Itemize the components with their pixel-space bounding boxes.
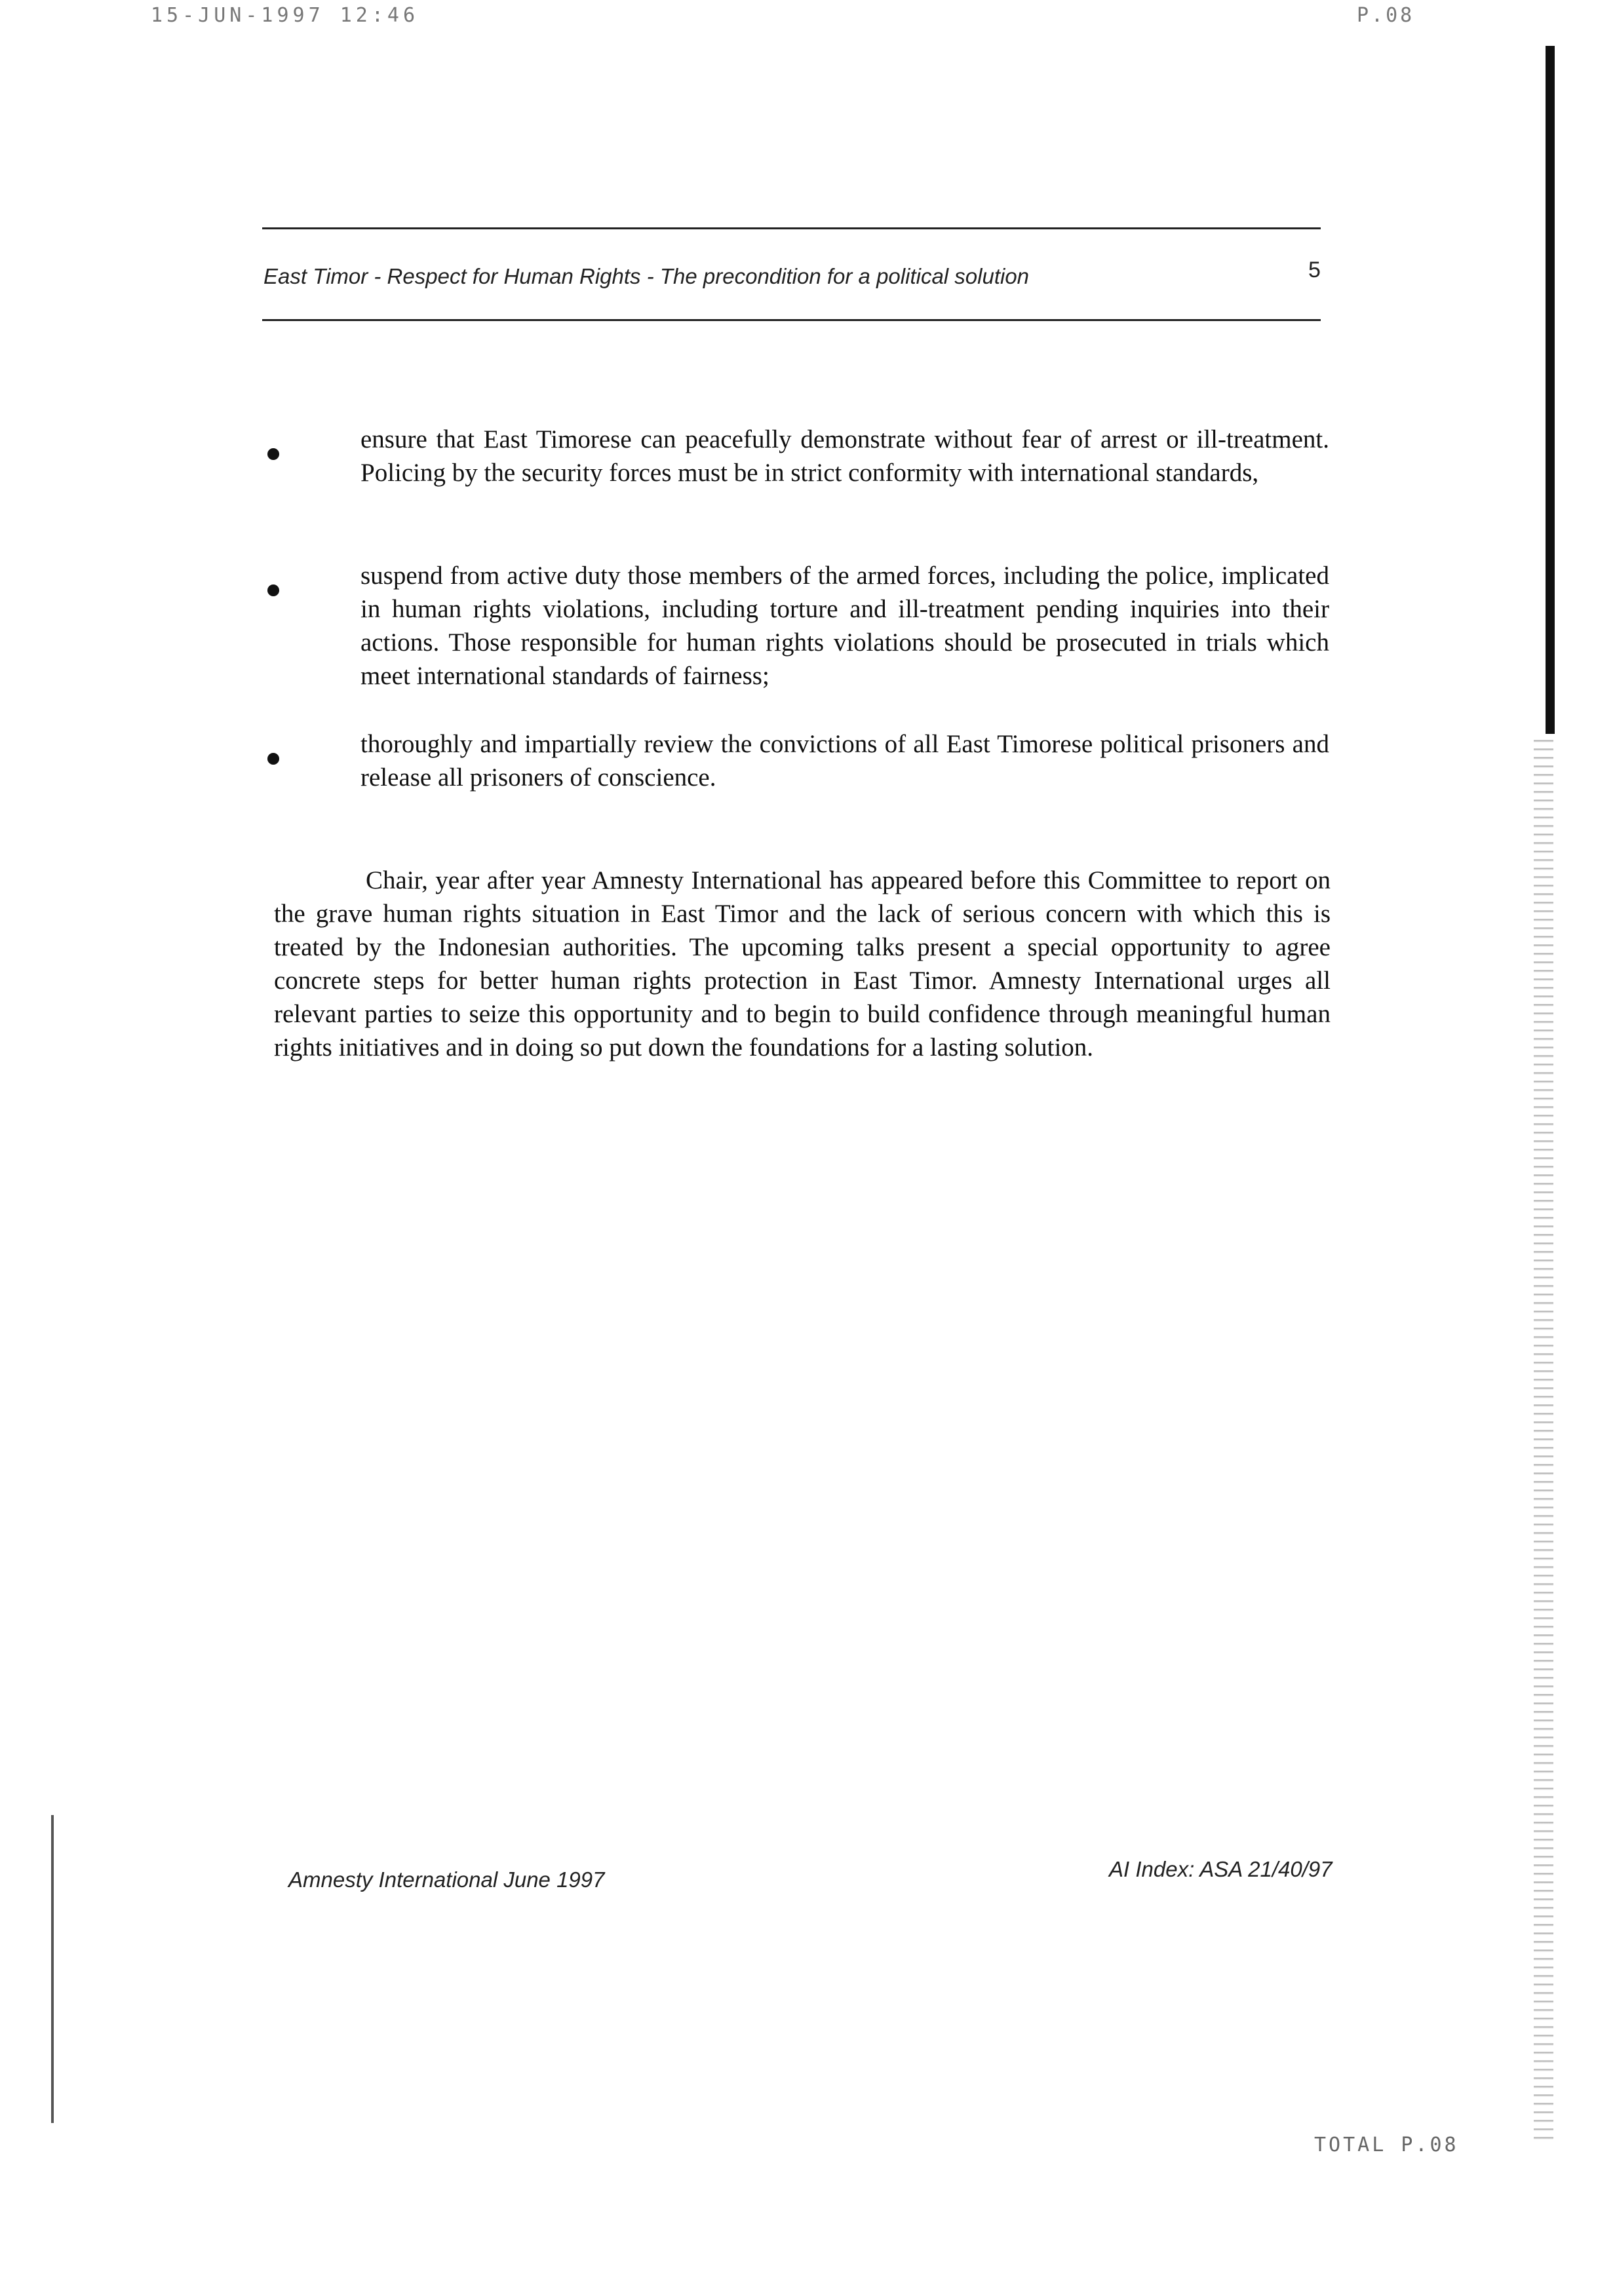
bullet-item-2: suspend from active duty those members of the armed forces, including the police, implicated in human rights violations, including torture and ill-treatment pending inquiries into their actions. Those responsible for human rights violations should be prosecuted in trials which meet international standards of fairness; <box>360 562 1329 690</box>
page-number: 5 <box>1308 258 1321 282</box>
closing-paragraph: Chair, year after year Amnesty International has appeared before this Committee to report on the grave human rights situation in East Timor and the lack of serious concern with which this is treated by the Indonesian authorities. The upcoming talks present a special opportunity to agree concrete steps for better human rights protection in East Timor. Amnesty International urges all relevant parties to seize this opportunity and to begin to build confidence through meaningful human rights initiatives and in doing so put down the foundations for a lasting solution. <box>274 866 1331 1062</box>
fax-header-page: P.08 <box>1357 4 1415 27</box>
fax-total-pages: TOTAL P.08 <box>1314 2133 1459 2156</box>
running-head-title: East Timor - Respect for Human Rights - The precondition for a political solution <box>263 264 1030 288</box>
bullet-marker-3 <box>267 753 279 765</box>
footer-ai-index: AI Index: ASA 21/40/97 <box>1109 1857 1333 1881</box>
fax-header-timestamp: 15-JUN-1997 12:46 <box>151 4 419 27</box>
header-rule-top <box>262 227 1321 229</box>
bullet-marker-1 <box>267 448 279 460</box>
header-rule-bottom <box>262 319 1321 321</box>
scan-edge-shadow-right <box>1546 46 1555 734</box>
footer-publisher-date: Amnesty International June 1997 <box>288 1867 605 1892</box>
scan-edge-shadow-left <box>51 1815 54 2123</box>
bullet-item-3: thoroughly and impartially review the convictions of all East Timorese political prisoners and release all prisoners of conscience. <box>360 730 1329 792</box>
bullet-marker-2 <box>267 584 279 596</box>
bullet-item-1: ensure that East Timorese can peacefully demonstrate without fear of arrest or ill-treatment. Policing by the security forces must be in strict conformity with international standards, <box>360 425 1329 487</box>
scan-speckle-right <box>1534 734 1553 2143</box>
